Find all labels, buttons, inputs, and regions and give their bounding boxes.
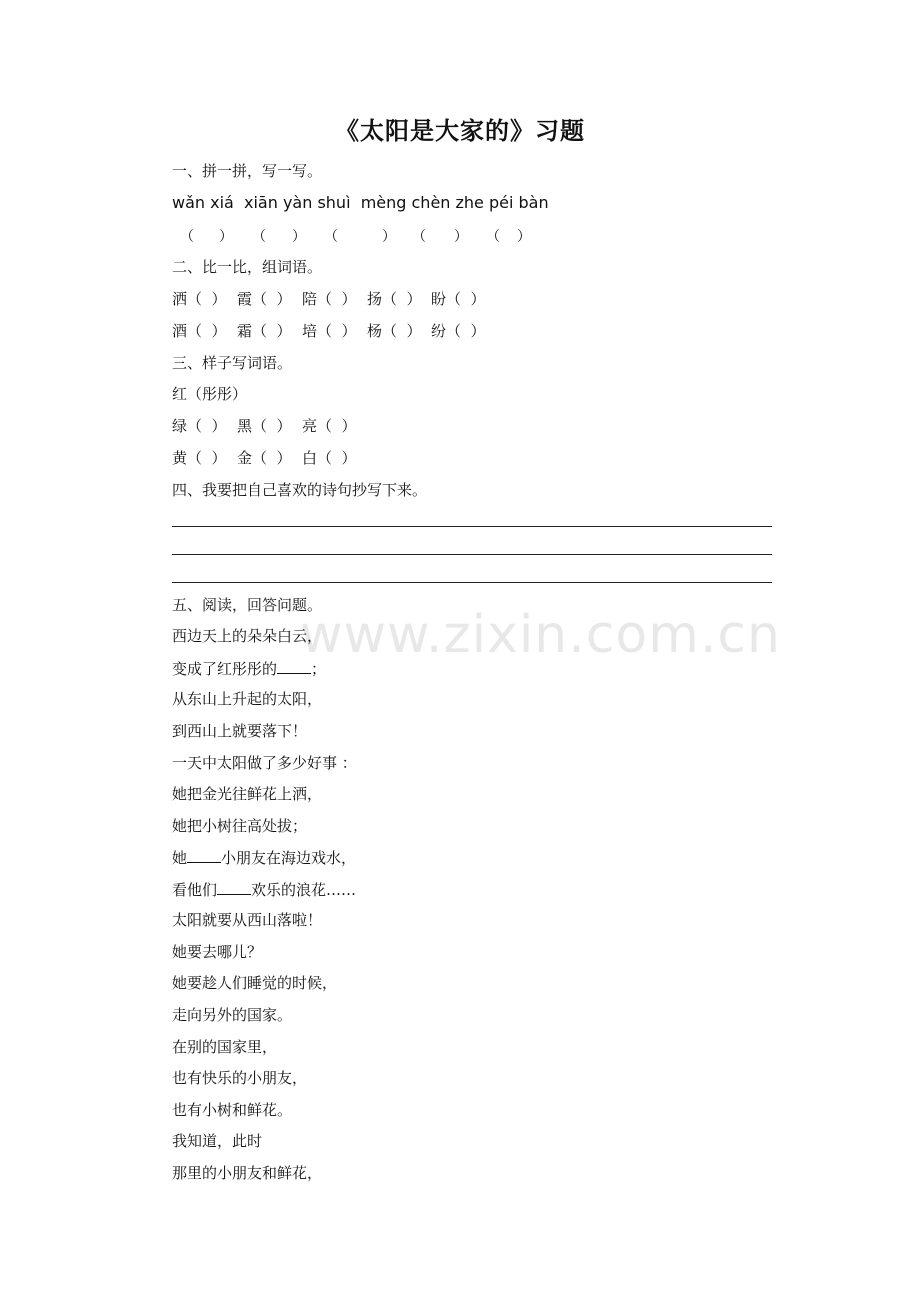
compare-item: 培（ ） [302,322,357,340]
watermark: www.zixin.com.cn [300,605,781,665]
paren-close: ） [382,229,396,245]
compare-item: 霜（ ） [237,322,292,340]
poem-line: 到西山上就要落下！ [172,722,308,740]
compare-item: 洒（ ） [172,290,227,308]
section-4-heading: 四、我要把自己喜欢的诗句抄写下来。 [172,481,428,499]
fill-blank [217,879,251,895]
pinyin-line: wǎn xiá xiān yàn shuì mèng chèn zhe péi bàn [172,193,549,212]
fill-blank [277,658,311,674]
writing-line [172,554,772,555]
poem-text: 变成了红彤彤的 [172,660,278,678]
poem-line: 西边天上的朵朵白云， [172,627,323,645]
section-1-heading: 一、拼一拼，写一写。 [172,162,323,180]
compare-item: 盼（ ） [431,290,486,308]
poem-text: 小朋友在海边戏水， [221,849,357,867]
poem-text: 看他们 [172,881,218,899]
pattern-item: 绿（ ） [172,417,227,435]
paren-close: ） [292,229,306,245]
poem-text: ； [311,660,327,678]
section-2-heading: 二、比一比，组词语。 [172,258,323,276]
writing-line [172,526,772,527]
fill-blank [187,847,221,863]
paren-open: （ [324,229,338,245]
poem-line: 她要去哪儿？ [172,943,263,961]
section-3-example: 红（彤彤） [172,385,248,403]
compare-item: 纷（ ） [431,322,486,340]
poem-line: 也有快乐的小朋友， [172,1069,308,1087]
poem-line: 我知道，此时 [172,1132,263,1150]
poem-line: 在别的国家里， [172,1038,278,1056]
paren-open: （ [486,229,500,245]
section-5-heading: 五、阅读，回答问题。 [172,596,323,614]
compare-item: 扬（ ） [367,290,422,308]
pattern-item: 黑（ ） [237,417,292,435]
poem-line: 她要趁人们睡觉的时候， [172,974,338,992]
poem-text: 欢乐的浪花…… [251,881,357,899]
compare-item: 霞（ ） [237,290,292,308]
paren-close: ） [517,229,531,245]
poem-line: 太阳就要从西山落啦！ [172,911,323,929]
compare-item: 陪（ ） [302,290,357,308]
compare-item: 杨（ ） [367,322,422,340]
poem-line: 从东山上升起的太阳， [172,690,323,708]
compare-item: 酒（ ） [172,322,227,340]
paren-open: （ [252,229,266,245]
page-title: 《太阳是大家的》习题 [335,117,585,145]
paren-close: ） [219,229,233,245]
section-3-heading: 三、样子写词语。 [172,354,293,372]
answer-parentheses-row [172,226,772,246]
paren-close: ） [454,229,468,245]
poem-text: 她 [172,849,188,867]
pattern-item: 黄（ ） [172,449,227,467]
poem-line: 一天中太阳做了多少好事 ： [172,754,357,772]
writing-line [172,582,772,583]
pattern-item: 亮（ ） [302,417,357,435]
poem-line-with-blank [172,879,356,900]
poem-line-with-blank [172,658,326,679]
poem-line: 也有小树和鲜花。 [172,1101,293,1119]
poem-line: 那里的小朋友和鲜花， [172,1164,323,1182]
poem-line: 她把金光往鲜花上洒， [172,785,323,803]
paren-open: （ [412,229,426,245]
pattern-item: 白（ ） [302,449,357,467]
paren-open: （ [180,229,194,245]
poem-line-with-blank [172,847,356,868]
poem-line: 她把小树往高处拔； [172,817,308,835]
poem-line: 走向另外的国家。 [172,1006,293,1024]
pattern-item: 金（ ） [237,449,292,467]
